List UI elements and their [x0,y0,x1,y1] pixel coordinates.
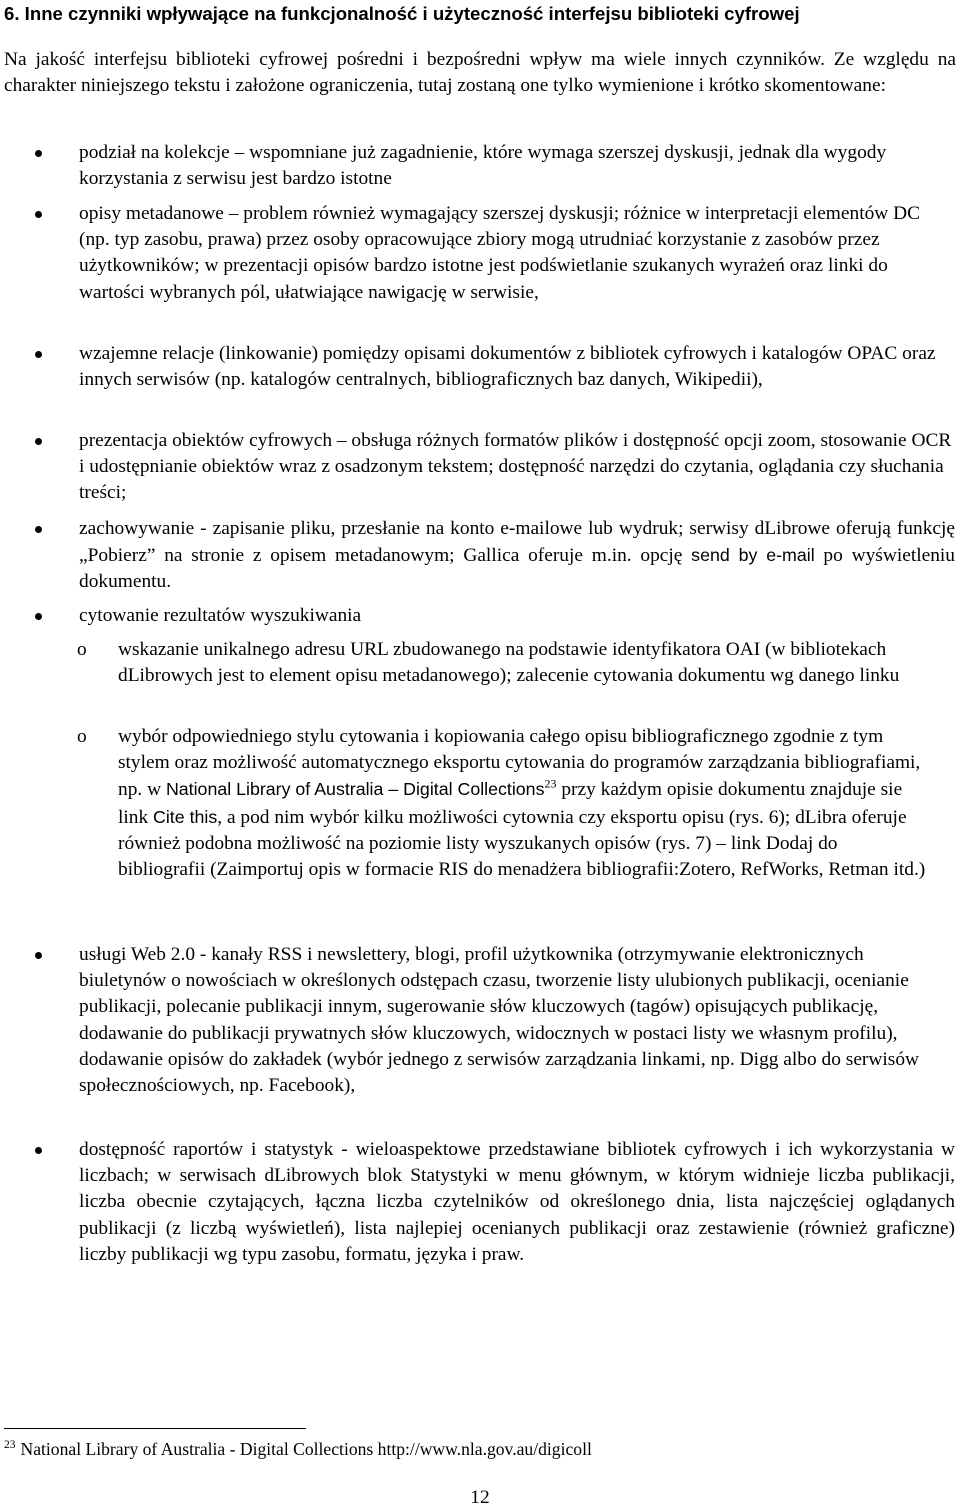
bullet-icon [35,211,42,218]
sublist-item-text: wskazanie unikalnego adresu URL zbudowanego na podstawie identyfikatora OAI (w bibliotekach dLibrowych jest to element opisu metadanowego); zalecenie cytowania dokumentu wg danego linku [118,639,900,687]
footnote-reference: 23 [544,776,557,791]
footnote-number: 23 [4,1439,16,1452]
bullet-icon [35,1147,42,1154]
bullet-icon [35,526,42,533]
footnote-text: National Library of Australia - Digital Collections http://www.nla.gov.au/digicoll [20,1439,592,1459]
sublist-marker: o [77,726,87,747]
list-item-text: po wyświetleniu dokumentu. [79,545,955,593]
list-item-saving [79,516,955,596]
sublist-item-text: wybór odpowiedniego stylu cytowania i kopiowania całego opisu bibliograficznego zgodnie z tym stylem oraz możliwość automatycznego eksportu cytowania do programów zarządzania bibliografiami, np. w [118,726,921,801]
list-item-text: zachowywanie - zapisanie pliku, przesłanie na konto e-mailowe lub wydruk; serwisy dLibrowe oferują funkcję „Pobierz” na stronie z opisem metadanowym; Gallica oferuje m.in. opcję [79,518,955,567]
section-heading: 6. Inne czynniki wpływające na funkcjonalność i użyteczność interfejsu biblioteki cyfrowej [4,3,800,24]
bullet-icon [35,438,42,445]
list-item-statistics [79,1137,955,1268]
intro-paragraph: Na jakość interfejsu biblioteki cyfrowej pośredni i bezpośredni wpływ ma wiele innych czynników. Ze względu na charakter niniejszego tekstu i założone ograniczenia, tutaj zostaną one tylko wymienione i krótko skomentowane: [4,49,956,97]
sublist-item-text: przy każdym opisie dokumentu znajduje sie link [118,779,903,828]
sublist-item-style [77,724,928,883]
bullet-icon [35,952,42,959]
list-item-web20 [79,942,955,1099]
list-item-presentation [79,428,955,507]
page-number: 12 [470,1487,490,1508]
sublist-item-text: , a pod nim wybór kilku możliwości cytownia czy eksportu opisu (rys. 6); dLibra oferuje również podobna możliwość na poziomie listy wyszukanych opisów (rys. 7) – link Dodaj do bibliografii (Zaimportuj opis w formacie RIS do menadżera bibliografii:Zotero, RefWorks, Retman itd.) [118,806,926,881]
list-item-text: usługi Web 2.0 - kanały RSS i newslettery, blogi, profil użytkownika (otrzymywanie elektronicznych biuletynów o nowościach w określonych odstępach czasu, tworzenie listy ulubionych publikacji, ocenianie publikacji, polecanie publikacji innym, sugerowanie słów kluczowych (tagów) opisujących publikację, dodawanie do publikacji prywatnych słów kluczowych, widocznych w postaci listy we własnym profilu), dodawanie opisów do zakładek (wybór jednego z serwisów zarządzania linkami, np. Digg albo do serwisów społecznościowych, np. Facebook), [79,944,920,1097]
sublist-item-url [77,637,928,689]
sublist-marker: o [77,639,87,660]
bullet-icon [35,351,42,358]
list-item-linking [79,341,955,393]
list-item-text: podział na kolekcje – wspomniane już zagadnienie, które wymaga szerszej dyskusji, jednak dla wygody korzystania z serwisu jest bardzo istotne [79,142,887,190]
list-item-text: prezentacja obiektów cyfrowych – obsługa różnych formatów plików i dostępność opcji zoom, stosowanie OCR i udostępnianie obiektów wraz z osadzonym tekstem; dostępność narzędzi do czytania, oglądania czy słuchania treści; [79,430,952,504]
footnote [4,1438,592,1460]
list-item-citation [79,603,955,629]
footnote-separator [4,1428,306,1429]
bullet-icon [35,150,42,157]
nla-link-text: National Library of Australia – Digital Collections [165,779,545,800]
cite-this-text: Cite this [153,806,218,827]
bullet-icon [35,613,42,620]
list-item-metadata [79,201,955,306]
send-by-email-text: send by e-mail [691,545,815,566]
list-item-collections [79,140,955,192]
list-item-text: opisy metadanowe – problem również wymagający szerszej dyskusji; różnice w interpretacji elementów DC (np. typ zasobu, prawa) przez osoby opracowujące zbiory mogą utrudniać korzystanie z zasobów przez użytkowników; w prezentacji opisów bardzo istotne jest podświetlanie szukanych wyrażeń oraz linki do wartości wybranych pól, ułatwiające nawigację w serwisie, [79,203,921,303]
list-item-text: cytowanie rezultatów wyszukiwania [79,605,362,626]
list-item-text: dostępność raportów i statystyk - wieloaspektowe przedstawiane bibliotek cyfrowych i ich wykorzystania w liczbach; w serwisach dLibrowych blok Statystyki w menu głównym, w którym widnieje liczba publikacji, liczba obecnie czytających, łączna liczba czytelników od określonego dnia, lista najczęściej oglądanych publikacji (z liczbą wyświetleń), lista najlepiej ocenianych publikacji oraz zestawienie (również graficzne) liczby publikacji wg typu zasobu, formatu, języka i praw. [79,1139,955,1265]
list-item-text: wzajemne relacje (linkowanie) pomiędzy opisami dokumentów z bibliotek cyfrowych i katalogów OPAC oraz innych serwisów (np. katalogów centralnych, bibliograficznych baz danych, Wikipedii), [79,343,936,391]
